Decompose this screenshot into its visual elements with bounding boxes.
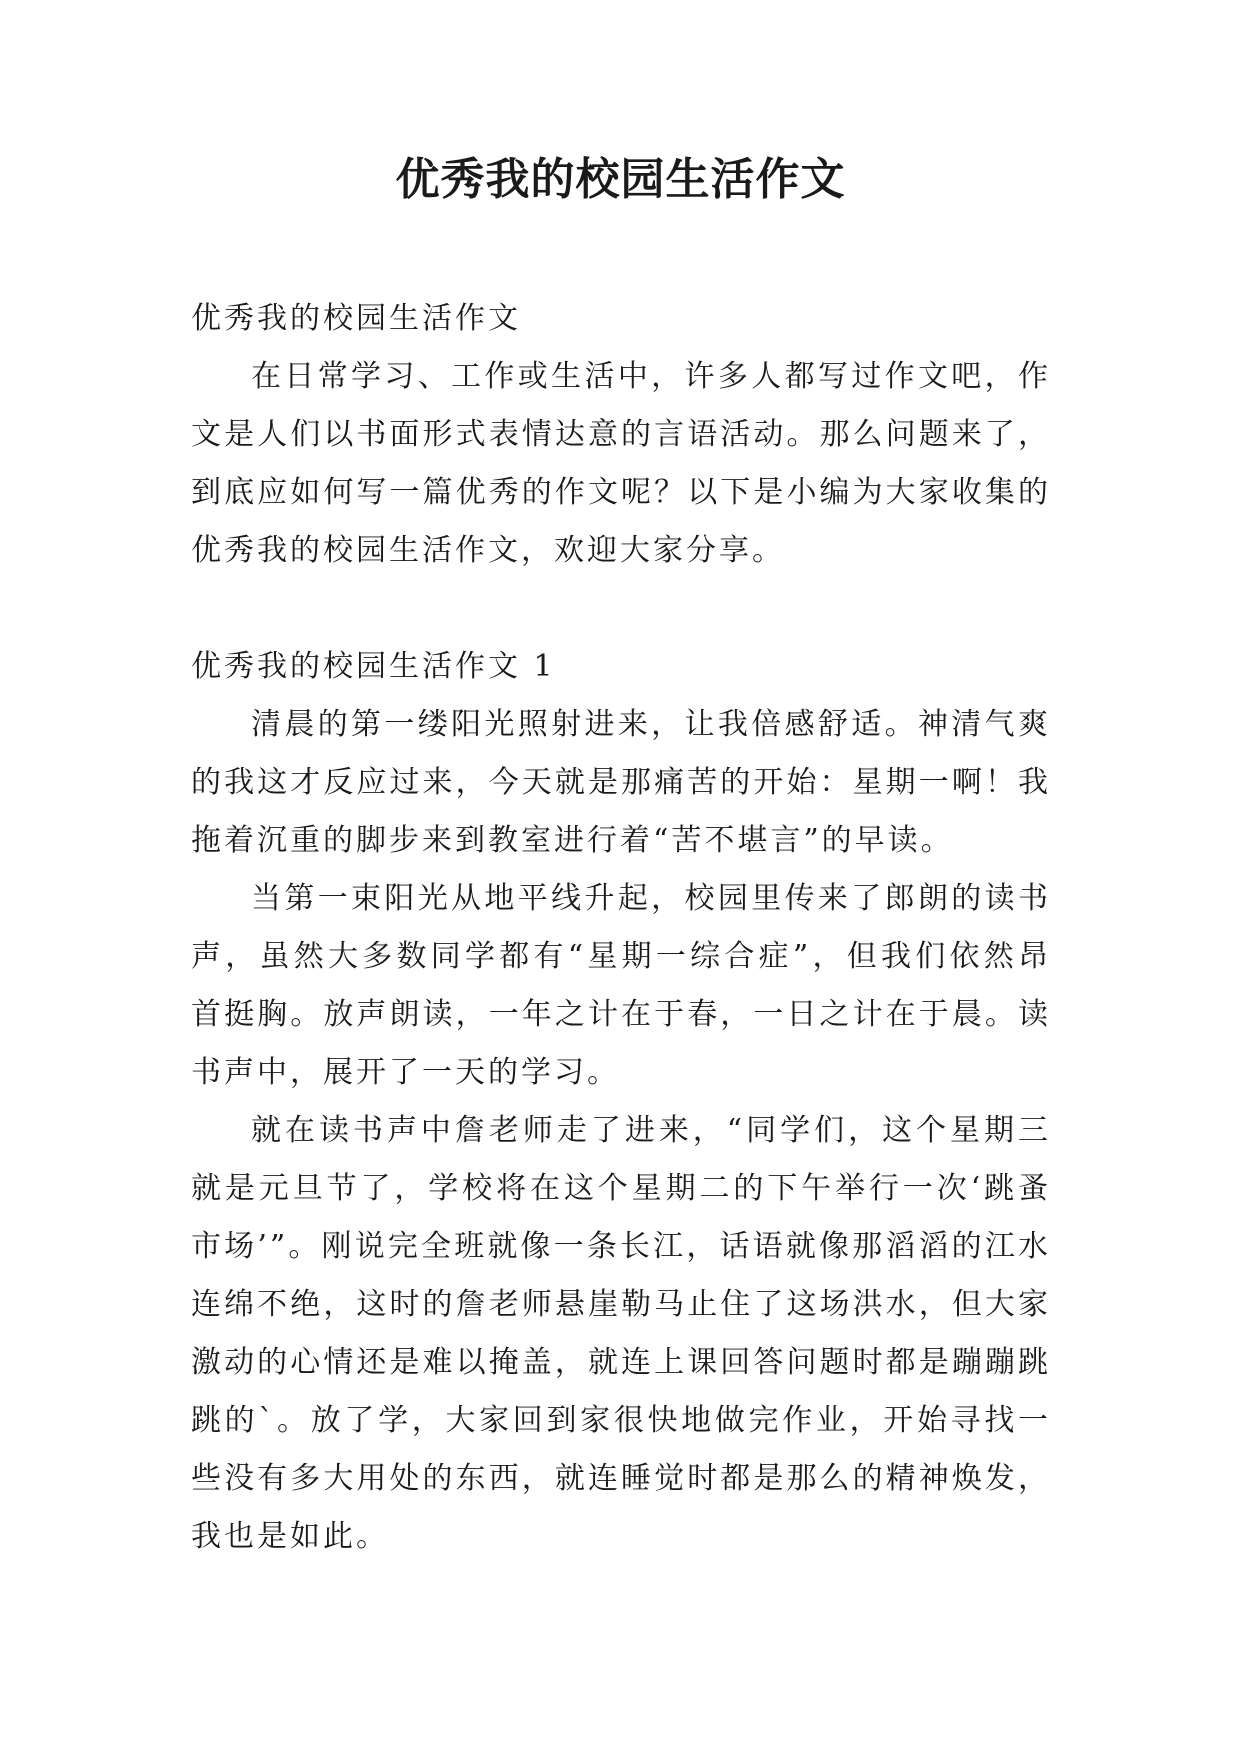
- intro-heading: 优秀我的校园生活作文: [191, 301, 521, 336]
- section1-paragraph: 当第一束阳光从地平线升起，校园里传来了郎朗的读书声，虽然大多数同学都有“星期一综合症”，但我们依然昂首挺胸。放声朗读，一年之计在于春，一日之计在于晨。读书声中，展开了一天的学习。: [191, 881, 1051, 1090]
- section1-paragraph: 清晨的第一缕阳光照射进来，让我倍感舒适。神清气爽的我这才反应过来，今天就是那痛苦的开始：星期一啊！我拖着沉重的脚步来到教室进行着“苦不堪言”的早读。: [191, 707, 1051, 858]
- section-spacer: [191, 580, 1051, 638]
- section1-heading: 优秀我的校园生活作文 1: [191, 649, 556, 684]
- intro-paragraph: 在日常学习、工作或生活中，许多人都写过作文吧，作文是人们以书面形式表情达意的言语活动。那么问题来了，到底应如何写一篇优秀的作文呢？以下是小编为大家收集的优秀我的校园生活作文，欢迎大家分享。: [191, 359, 1051, 568]
- document-body: [191, 290, 1051, 1566]
- section1-paragraph: 就在读书声中詹老师走了进来，“同学们，这个星期三就是元旦节了，学校将在这个星期二的下午举行一次‘跳蚤市场’”。刚说完全班就像一条长江，话语就像那滔滔的江水连绵不绝，这时的詹老师悬崖勒马止住了这场洪水，但大家激动的心情还是难以掩盖，就连上课回答问题时都是蹦蹦跳跳的`。放了学，大家回到家很快地做完作业，开始寻找一些没有多大用处的东西，就连睡觉时都是那么的精神焕发，我也是如此。: [191, 1113, 1051, 1554]
- document-title: 优秀我的校园生活作文: [395, 154, 846, 205]
